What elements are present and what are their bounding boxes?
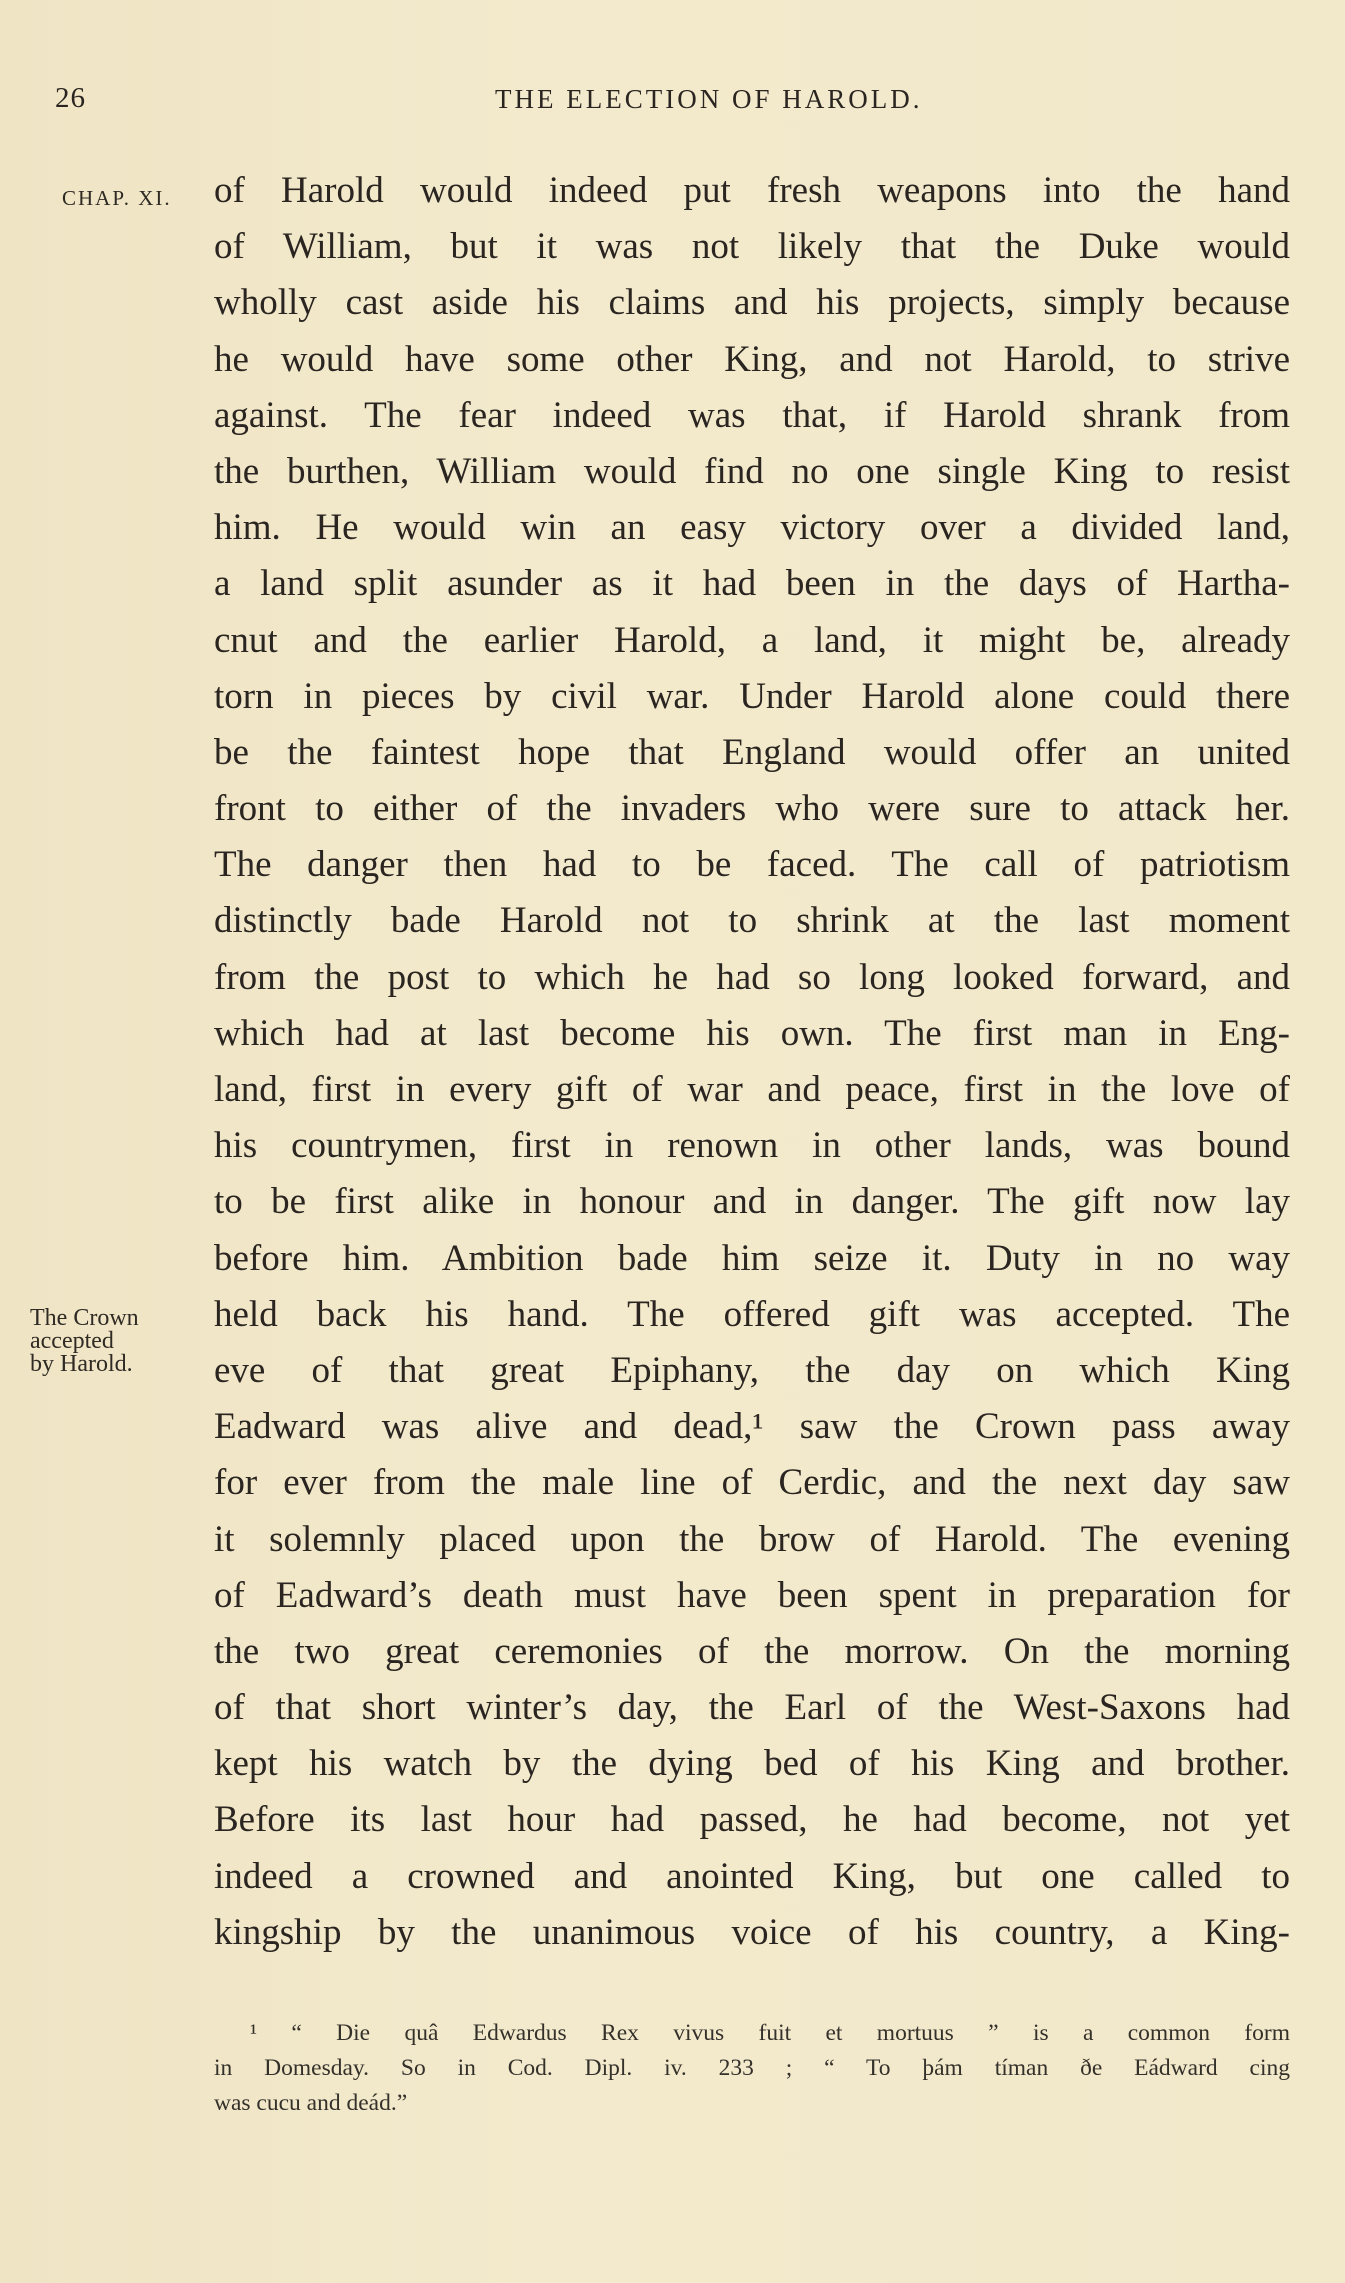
body-line: of Eadward’s death must have been spent in preparation for — [214, 1574, 1290, 1616]
body-line: of William, but it was not likely that the Duke would — [214, 226, 1290, 268]
body-line: Eadward was alive and dead,¹ saw the Crown pass away — [214, 1406, 1290, 1448]
body-line: from the post to which he had so long looked forward, and — [214, 956, 1290, 998]
body-line: torn in pieces by civil war. Under Harold alone could there — [214, 675, 1290, 717]
body-line: before him. Ambition bade him seize it. Duty in no way — [214, 1237, 1290, 1279]
running-head — [55, 82, 1285, 122]
body-line: kept his watch by the dying bed of his King and brother. — [214, 1743, 1290, 1785]
body-text — [214, 163, 1290, 1961]
body-line: to be first alike in honour and in danger. The gift now lay — [214, 1181, 1290, 1223]
side-note-line: by Harold. — [30, 1351, 133, 1377]
side-note-line: accepted — [30, 1328, 114, 1354]
body-line: the two great ceremonies of the morrow. On the morning — [214, 1630, 1290, 1672]
body-line: him. He would win an easy victory over a divided land, — [214, 507, 1290, 549]
body-line: of Harold would indeed put fresh weapons into the hand — [214, 170, 1290, 211]
running-title: THE ELECTION OF HAROLD. — [495, 84, 923, 114]
body-line: which had at last become his own. The first man in Eng- — [214, 1012, 1290, 1054]
body-line: cnut and the earlier Harold, a land, it might be, already — [214, 619, 1290, 661]
footnotes — [214, 2016, 1290, 2121]
body-line: for ever from the male line of Cerdic, and the next day saw — [214, 1462, 1290, 1504]
body-line: distinctly bade Harold not to shrink at the last moment — [214, 900, 1290, 942]
chapter-margin-note: CHAP. XI. — [62, 186, 172, 210]
body-line: Before its last hour had passed, he had become, not yet — [214, 1799, 1290, 1841]
footnote-line: was cucu and deád.” — [214, 2090, 408, 2116]
body-line: it solemnly placed upon the brow of Harold. The evening — [214, 1518, 1290, 1560]
body-line: his countrymen, first in renown in other lands, was bound — [214, 1125, 1290, 1167]
body-line: of that short winter’s day, the Earl of the West-Saxons had — [214, 1687, 1290, 1729]
footnote-line: in Domesday. So in Cod. Dipl. iv. 233 ; “ To þám tíman ðe Eádward cing — [214, 2055, 1290, 2081]
footnote-line: ¹ “ Die quâ Edwardus Rex vivus fuit et mortuus ” is a common form — [250, 2020, 1290, 2046]
side-note — [30, 1307, 230, 1376]
body-line: kingship by the unanimous voice of his country, a King- — [214, 1911, 1290, 1953]
page-number: 26 — [55, 82, 86, 114]
body-line: he would have some other King, and not Harold, to strive — [214, 338, 1290, 380]
body-line: wholly cast aside his claims and his projects, simply because — [214, 282, 1290, 324]
side-note-line: The Crown — [30, 1305, 139, 1331]
body-line: the burthen, William would find no one single King to resist — [214, 450, 1290, 492]
body-line: held back his hand. The offered gift was accepted. The — [214, 1293, 1290, 1335]
body-line: front to either of the invaders who were sure to attack her. — [214, 788, 1290, 830]
body-line: against. The fear indeed was that, if Harold shrank from — [214, 394, 1290, 436]
body-line: The danger then had to be faced. The call of patriotism — [214, 844, 1290, 886]
body-line: land, first in every gift of war and peace, first in the love of — [214, 1069, 1290, 1110]
body-line: indeed a crowned and anointed King, but one called to — [214, 1855, 1290, 1897]
body-line: be the faintest hope that England would offer an united — [214, 731, 1290, 773]
body-line: eve of that great Epiphany, the day on which King — [214, 1349, 1290, 1391]
body-line: a land split asunder as it had been in the days of Hartha- — [214, 563, 1290, 605]
